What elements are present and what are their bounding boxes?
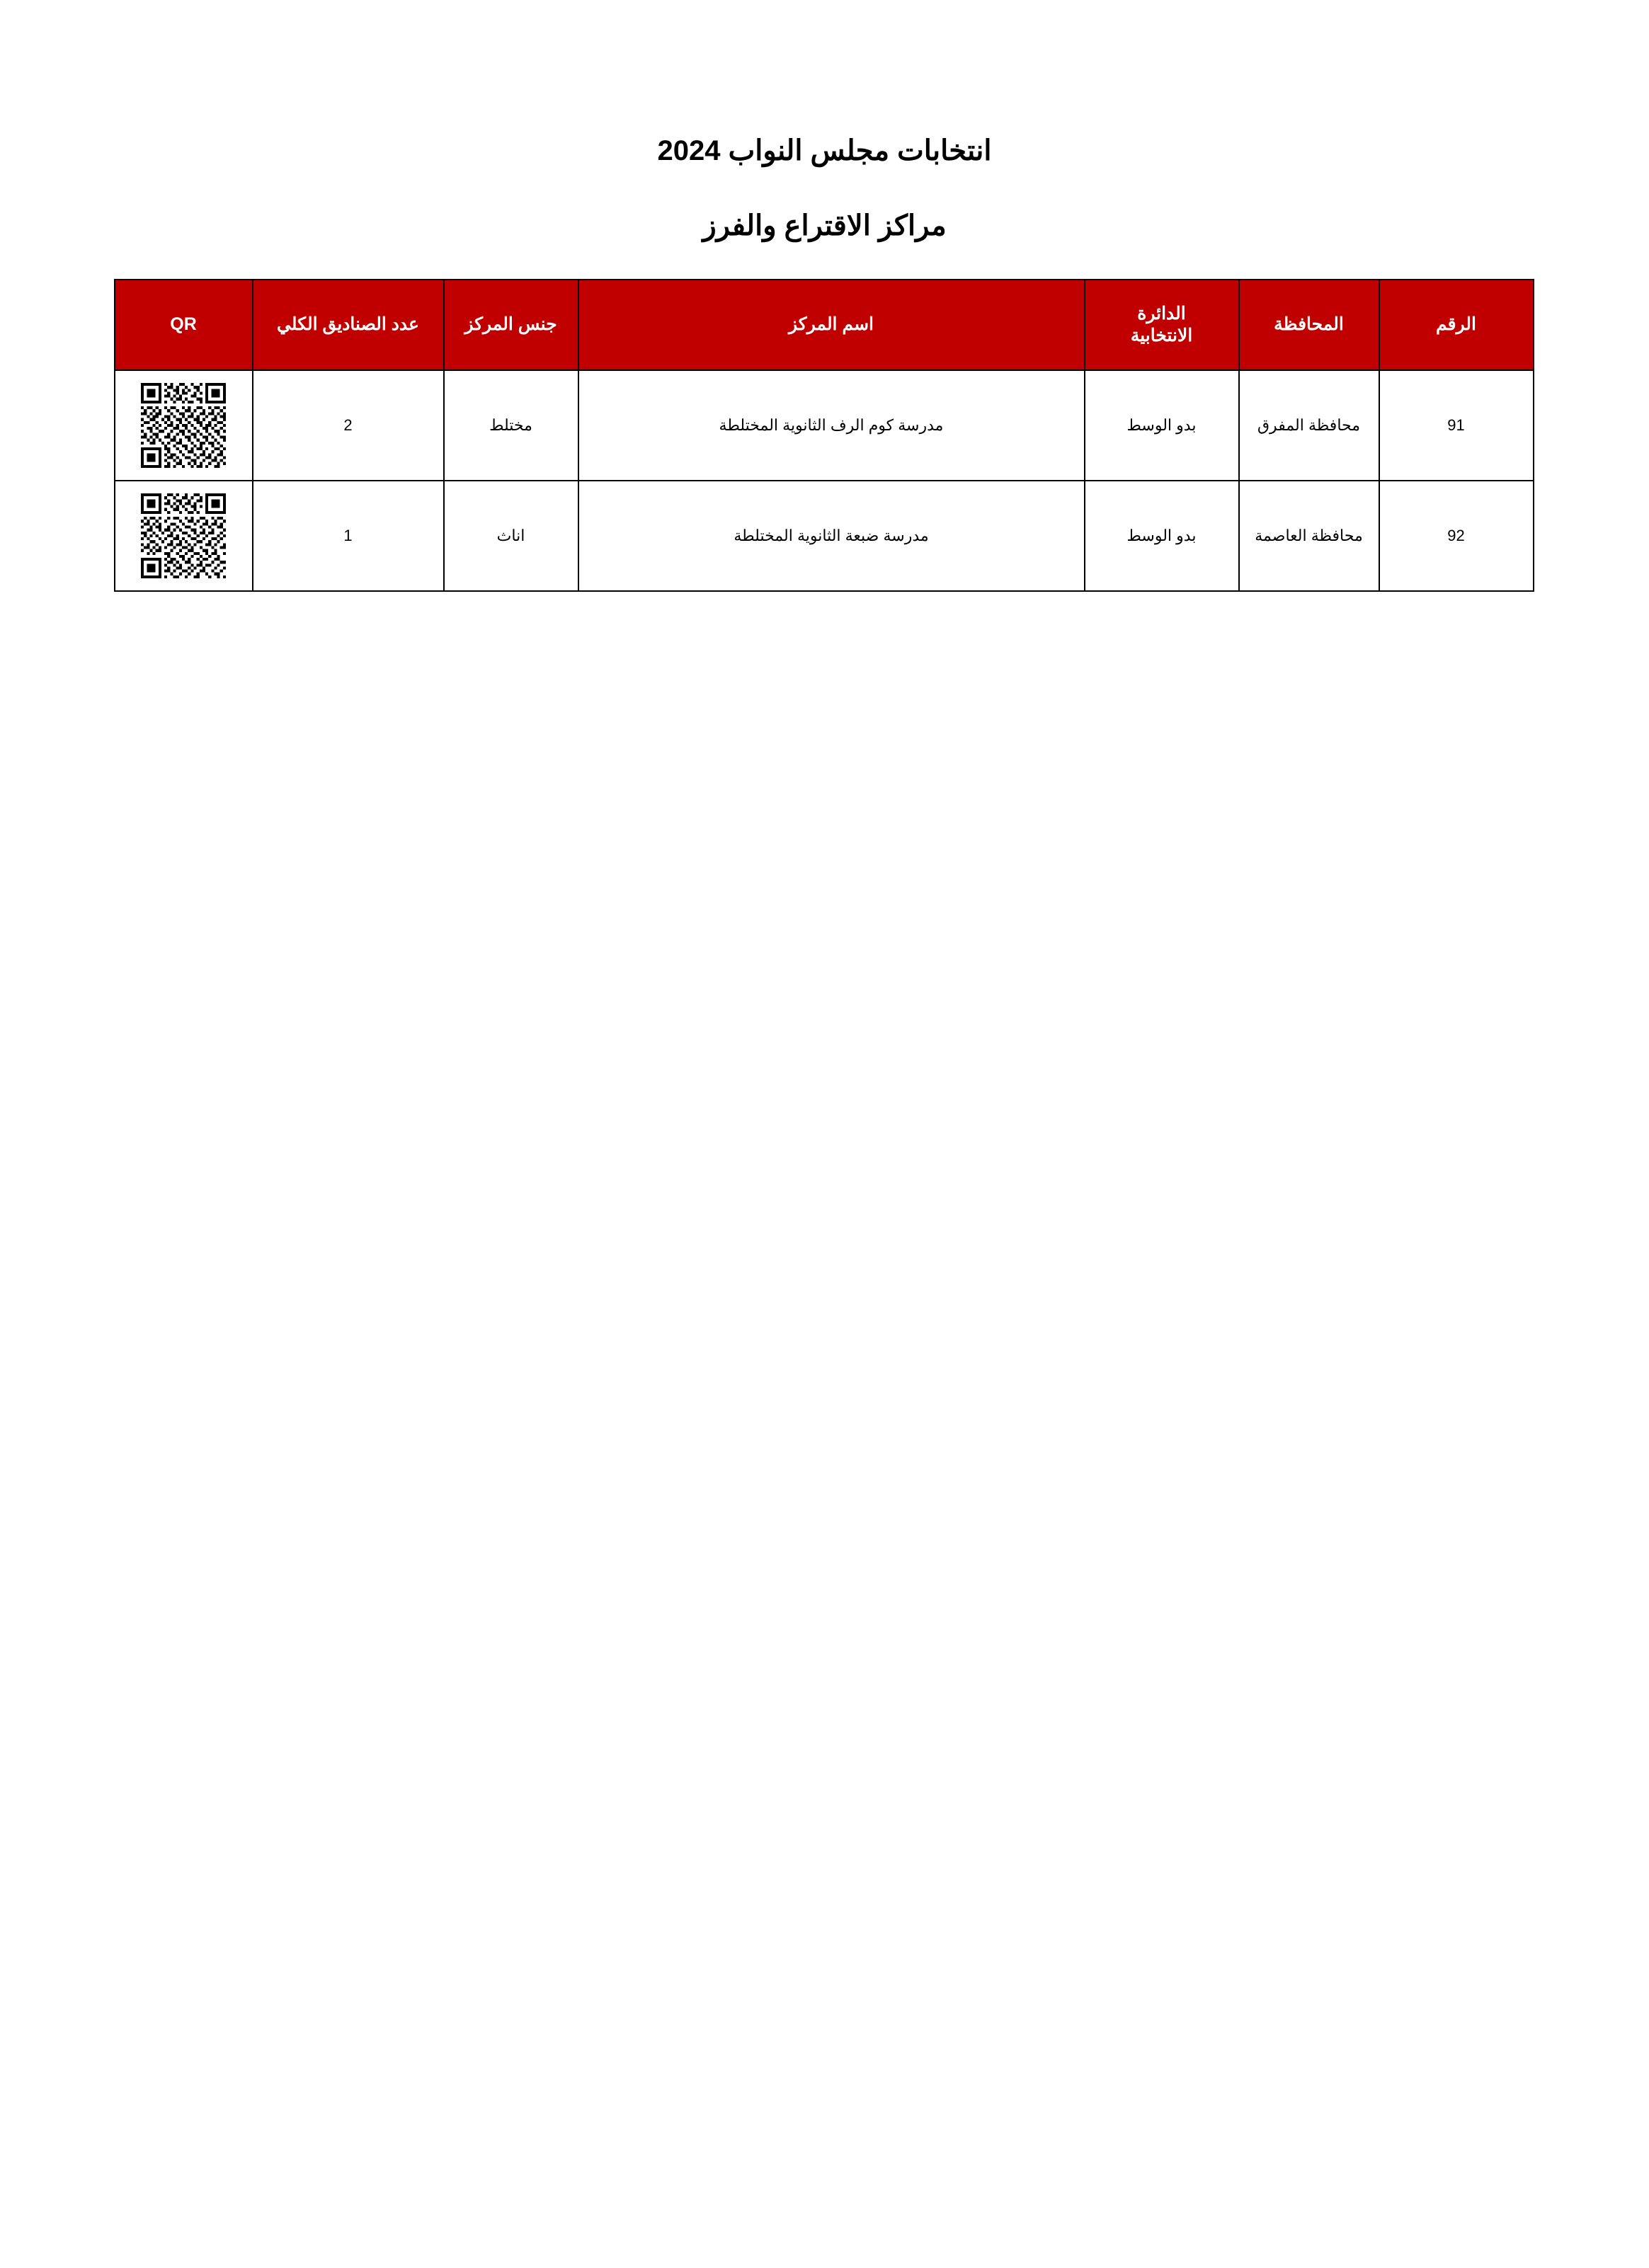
qr-code-svg [141,383,226,468]
cell-center-name: مدرسة ضبعة الثانوية المختلطة [578,481,1085,591]
column-header-qr: QR [115,280,253,370]
polling-centers-table [114,279,1534,592]
table-header [115,280,1534,370]
column-header-center-name: اسم المركز [578,280,1085,370]
table-body [115,370,1534,591]
qr-code-svg [141,493,226,578]
column-header-district-line2: الانتخابية [1130,326,1193,345]
qr-code-icon [141,383,226,468]
cell-number: 92 [1379,481,1534,591]
cell-center-gender: اناث [444,481,578,591]
cell-number: 91 [1379,370,1534,481]
cell-qr [115,481,253,591]
cell-district: بدو الوسط [1085,370,1239,481]
qr-code-icon [141,493,226,578]
cell-center-name: مدرسة كوم الرف الثانوية المختلطة [578,370,1085,481]
column-header-district [1085,280,1239,370]
column-header-governorate: المحافظة [1239,280,1379,370]
column-header-number: الرقم [1379,280,1534,370]
page-subtitle: مراكز الاقتراع والفرز [702,210,947,241]
table-row [115,370,1534,481]
document-page [0,134,1649,2268]
page-title: انتخابات مجلس النواب 2024 [657,135,992,166]
table-row [115,481,1534,591]
polling-centers-table-wrapper [115,279,1534,592]
cell-governorate: محافظة المفرق [1239,370,1379,481]
column-header-center-gender: جنس المركز [444,280,578,370]
cell-district: بدو الوسط [1085,481,1239,591]
table-header-row [115,280,1534,370]
cell-total-boxes: 1 [253,481,444,591]
cell-qr [115,370,253,481]
cell-total-boxes: 2 [253,370,444,481]
cell-center-gender: مختلط [444,370,578,481]
column-header-district-line1: الدائرة [1137,303,1186,323]
cell-governorate: محافظة العاصمة [1239,481,1379,591]
column-header-total-boxes: عدد الصناديق الكلي [253,280,444,370]
